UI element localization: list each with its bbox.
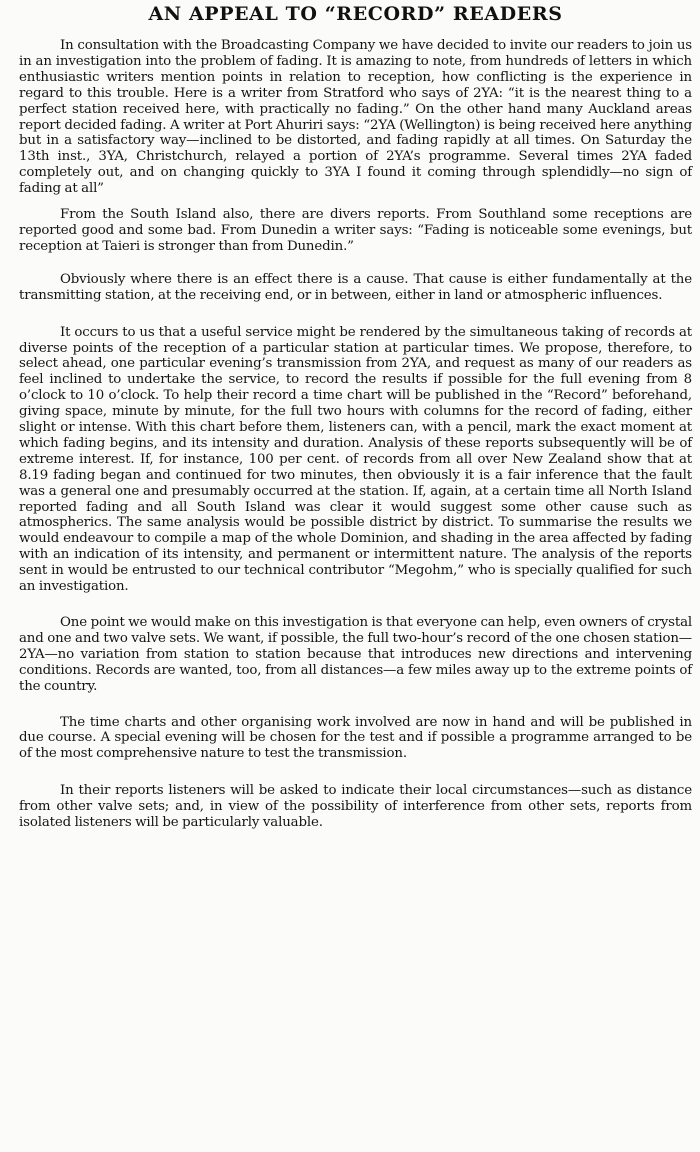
paragraph-south-island: From the South Island also, there are divers reports. From Southland some receptions are reported good and some bad. From Dunedin a writer says: “Fading is noticeable some evenings, but reception at Taieri is stronger than from Dunedin.” xyxy=(19,207,692,254)
paragraph-everyone-can-help: One point we would make on this investigation is that everyone can help, even owners of crystal and one and two valve sets. We want, if possible, the full two-hour’s record of the one chosen station—2YA—no variation from station to station because that introduces new directions and intervening conditions. Records are wanted, too, from all distances—a few miles away up to the extreme points of the country. xyxy=(19,615,692,694)
paragraph-listener-reports: In their reports listeners will be asked to indicate their local circumstances—such as distance from other valve sets; and, in view of the possibility of interference from other sets, reports from isolated listeners will be particularly valuable. xyxy=(19,783,692,831)
paragraph-proposal: It occurs to us that a useful service might be rendered by the simultaneous taking of records at diverse points of the reception of a particular station at particular times. We propose, therefore, to select ahead, one particular evening’s transmission from 2YA, and request as many of our readers as feel inclined to undertake the service, to record the results if possible for the full evening from 8 o’clock to 10 o’clock. To help their record a time chart will be published in the “Record” beforehand, giving space, minute by minute, for the full two hours with columns for the record of fading, either slight or intense. With this chart before them, listeners can, with a pencil, mark the exact moment at which fading begins, and its intensity and duration. Analysis of these reports subsequently will be of extreme interest. If, for instance, 100 per cent. of records from all over New Zealand show that at 8.19 fading began and continued for two minutes, then obviously it is a fair inference that the fault was a general one and presumably occurred at the station. If, again, at a certain time all North Island reported fading and all South Island was clear it would suggest some other cause such as atmospherics. The same analysis would be possible district by district. To summarise the results we would endeavour to compile a map of the whole Dominion, and shading in the area affected by fading with an indication of its intensity, and permanent or intermittent nature. The analysis of the reports sent in would be entrusted to our technical contributor “Megohm,” who is specially qualified for such an investigation. xyxy=(19,324,692,595)
article-title: AN APPEAL TO “RECORD” READERS xyxy=(148,3,563,25)
paragraph-cause: Obviously where there is an effect there is a cause. That cause is either fundamentally at the transmitting station, at the receiving end, or in between, either in land or atmospheric influences. xyxy=(19,271,692,303)
paragraph-consultation: In consultation with the Broadcasting Company we have decided to invite our readers to join us in an investigation into the problem of fading. It is amazing to note, from hundreds of letters in which enthusiastic writers mention points in relation to reception, how conflicting is the experience in regard to this trouble. Here is a writer from Stratford who says of 2YA: “it is the nearest thing to a perfect station received here, with practically no fading.” On the other hand many Auckland areas report decided fading. A writer at Port Ahuriri says: “2YA (Wellington) is being received here anything but in a satisfactory way—inclined to be distorted, and fading rapidly at all times. On Saturday the 13th inst., 3YA, Christchurch, relayed a portion of 2YA’s programme. Several times 2YA faded completely out, and on changing quickly to 3YA I found it coming through splendidly—no sign of fading at all” xyxy=(19,38,692,197)
paragraph-time-charts: The time charts and other organising work involved are now in hand and will be published in due course. A special evening will be chosen for the test and if possible a programme arranged to be of the most comprehensive nature to test the transmission. xyxy=(19,714,692,762)
